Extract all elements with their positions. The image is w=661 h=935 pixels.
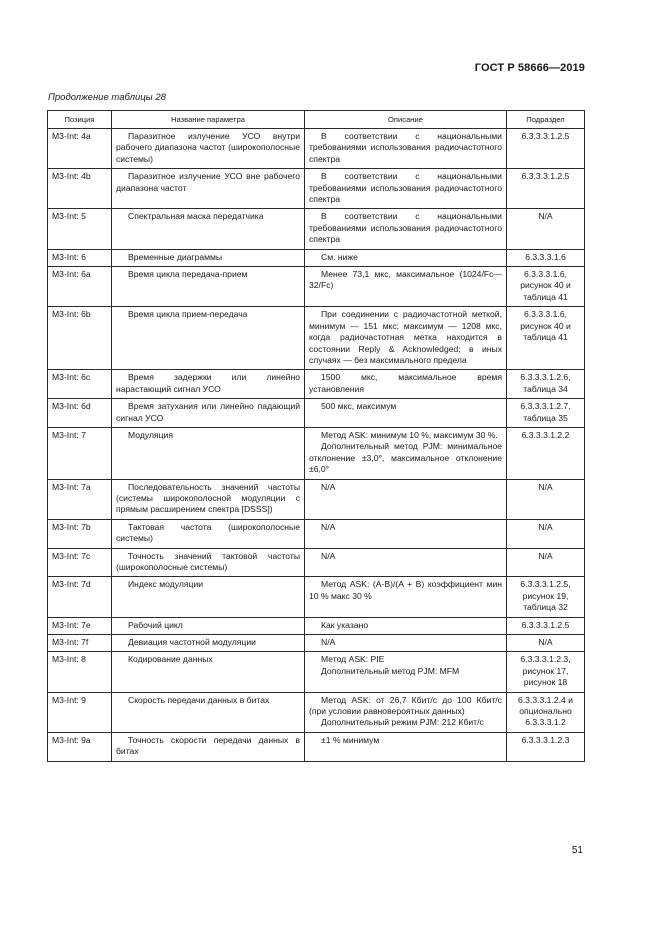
description-line: N/A (321, 521, 336, 532)
row-parameter-name: Время цикла передача-прием (112, 267, 305, 307)
row-position: M3-Int: 8 (48, 652, 112, 692)
row-position: M3-Int: 6 (48, 249, 112, 266)
row-description (305, 732, 507, 761)
row-parameter-name: Рабочий цикл (112, 617, 305, 634)
row-position: M3-Int: 6c (48, 370, 112, 399)
table-caption: Продолжение таблицы 28 (48, 92, 166, 103)
row-parameter-name: Время задержки или линейно нарастающий сигнал УСО (112, 370, 305, 399)
table-row (48, 370, 585, 399)
row-subsection: 6.3.3.3.1.2.5 (507, 129, 585, 169)
row-description (305, 399, 507, 428)
description-line: Метод ASK: от 26,7 Кбит/с до 100 Кбит/с (при условии равновероятных данных) (309, 694, 502, 717)
row-subsection: N/A (507, 519, 585, 548)
column-header-position: Позиция (48, 111, 112, 129)
row-description (305, 129, 507, 169)
row-position: M3-Int: 7b (48, 519, 112, 548)
row-parameter-name: Паразитное излучение УСО вне рабочего диапазона частот (112, 169, 305, 209)
table-row (48, 519, 585, 548)
description-line: N/A (321, 637, 336, 648)
column-header-parameter-name: Название параметра (112, 111, 305, 129)
row-subsection: 6.3.3.3.1.2.7, таблица 35 (507, 399, 585, 428)
row-parameter-name: Спектральная маска передатчика (112, 209, 305, 249)
row-description (305, 307, 507, 370)
row-subsection: 6.3.3.3.1.2.6, таблица 34 (507, 370, 585, 399)
row-subsection: 6.3.3.3.1.2.5 (507, 617, 585, 634)
row-description (305, 169, 507, 209)
row-position: M3-Int: 7 (48, 427, 112, 479)
table-row (48, 427, 585, 479)
row-description (305, 249, 507, 266)
row-description (305, 427, 507, 479)
row-subsection: N/A (507, 548, 585, 577)
column-header-description: Описание (305, 111, 507, 129)
row-parameter-name: Индекс модуляции (112, 577, 305, 617)
table-row (48, 267, 585, 307)
row-description (305, 479, 507, 519)
row-parameter-name: Временные диаграммы (112, 249, 305, 266)
row-subsection: 6.3.3.3.1.2.2 (507, 427, 585, 479)
table-row (48, 548, 585, 577)
table-row (48, 307, 585, 370)
row-position: M3-Int: 9a (48, 732, 112, 761)
row-position: M3-Int: 7f (48, 635, 112, 652)
description-line: При соединении с радиочастотной меткой, минимум — 151 мкс; максимум — 1208 мкс, когда радиочастотная метка находится в состоянии Reply & Acknowledged; в иных случаях — без максимального предела (309, 309, 502, 365)
table-row (48, 617, 585, 634)
row-description (305, 548, 507, 577)
description-line: См. ниже (321, 251, 358, 262)
description-line: ±1 % минимум (321, 734, 380, 745)
row-description (305, 370, 507, 399)
row-position: M3-Int: 6d (48, 399, 112, 428)
description-line: Метод ASK: минимум 10 %, максимум 30 %. (321, 429, 498, 440)
row-position: M3-Int: 7d (48, 577, 112, 617)
row-parameter-name: Паразитное излучение УСО внутри рабочего диапазона частот (широкополосные системы) (112, 129, 305, 169)
row-parameter-name: Скорость передачи данных в битах (112, 692, 305, 732)
row-subsection: 6.3.3.3.1.6 (507, 249, 585, 266)
table-row (48, 399, 585, 428)
table-row (48, 209, 585, 249)
row-subsection: 6.3.3.3.1.2.5, рисунок 19, таблица 32 (507, 577, 585, 617)
table-row (48, 692, 585, 732)
row-parameter-name: Точность значений тактовой частоты (широкополосные системы) (112, 548, 305, 577)
row-parameter-name: Кодирование данных (112, 652, 305, 692)
row-position: M3-Int: 4a (48, 129, 112, 169)
row-parameter-name: Время затухания или линейно падающий сигнал УСО (112, 399, 305, 428)
row-subsection: N/A (507, 635, 585, 652)
description-line: N/A (321, 550, 336, 561)
table-row (48, 479, 585, 519)
parameters-table (47, 110, 585, 762)
row-description (305, 577, 507, 617)
row-subsection: 6.3.3.3.1.2.4 и опционально 6.3.3.3.1.2 (507, 692, 585, 732)
row-description (305, 209, 507, 249)
row-parameter-name: Тактовая частота (широкополосные системы) (112, 519, 305, 548)
row-description (305, 519, 507, 548)
row-description (305, 692, 507, 732)
table-body (48, 129, 585, 762)
table-row (48, 249, 585, 266)
row-description (305, 617, 507, 634)
row-position: M3-Int: 7e (48, 617, 112, 634)
row-position: M3-Int: 5 (48, 209, 112, 249)
row-description (305, 652, 507, 692)
table-row (48, 129, 585, 169)
row-position: M3-Int: 9 (48, 692, 112, 732)
table-row (48, 577, 585, 617)
description-line: Дополнительный метод PJM: MFM (321, 665, 460, 676)
table-row (48, 732, 585, 761)
row-position: M3-Int: 7c (48, 548, 112, 577)
description-line: В соответствии с национальными требованиями использования радиочастотного спектра (309, 131, 502, 164)
row-description (305, 635, 507, 652)
description-line: 500 мкс, максимум (321, 401, 397, 412)
table-row (48, 635, 585, 652)
document-code: ГОСТ Р 58666—2019 (474, 62, 585, 74)
page-number: 51 (571, 845, 583, 856)
description-line: N/A (321, 481, 336, 492)
description-line: Как указано (321, 619, 369, 630)
row-description (305, 267, 507, 307)
row-subsection: N/A (507, 209, 585, 249)
row-subsection: 6.3.3.3.1.2.3 (507, 732, 585, 761)
row-subsection: 6.3.3.3.1.2.3, рисунок 17, рисунок 18 (507, 652, 585, 692)
table-row (48, 652, 585, 692)
description-line: В соответствии с национальными требованиями использования радиочастотного спектра (309, 171, 502, 205)
description-line: Дополнительный режим PJM: 212 Кбит/с (321, 717, 484, 728)
row-position: M3-Int: 4b (48, 169, 112, 209)
row-subsection: 6.3.3.3.1.6, рисунок 40 и таблица 41 (507, 307, 585, 370)
row-parameter-name: Время цикла прием-передача (112, 307, 305, 370)
description-line: Дополнительный метод PJM: минимальное отклонение ±3,0°, максимальное отклонение ±6,0° (309, 441, 502, 475)
row-parameter-name: Последовательность значений частоты (системы широкополосной модуляции с прямым расширением спектра [DSSS]) (112, 479, 305, 519)
row-subsection: N/A (507, 479, 585, 519)
row-parameter-name: Девиация частотной модуляции (112, 635, 305, 652)
description-line: Метод ASK: PIE (321, 654, 385, 665)
description-line: В соответствии с национальными требованиями использования радиочастотного спектра (309, 211, 502, 245)
description-line: 1500 мкс, максимальное время установления (309, 372, 502, 394)
table-header-row (48, 111, 585, 129)
description-line: Метод ASK: (A-B)/(A + B) коэффициент мин 10 % макс 30 % (309, 579, 502, 601)
description-line: Менее 73,1 мкс, максимальное (1024/Fc—32/Fc) (309, 269, 502, 291)
row-position: M3-Int: 7a (48, 479, 112, 519)
row-subsection: 6.3.3.3.1.6, рисунок 40 и таблица 41 (507, 267, 585, 307)
row-parameter-name: Модуляция (112, 427, 305, 479)
row-parameter-name: Точность скорости передачи данных в битах (112, 732, 305, 761)
row-subsection: 6.3.3.3.1.2.5 (507, 169, 585, 209)
row-position: M3-Int: 6b (48, 307, 112, 370)
column-header-subsection: Подраздел (507, 111, 585, 129)
row-position: M3-Int: 6a (48, 267, 112, 307)
table-row (48, 169, 585, 209)
